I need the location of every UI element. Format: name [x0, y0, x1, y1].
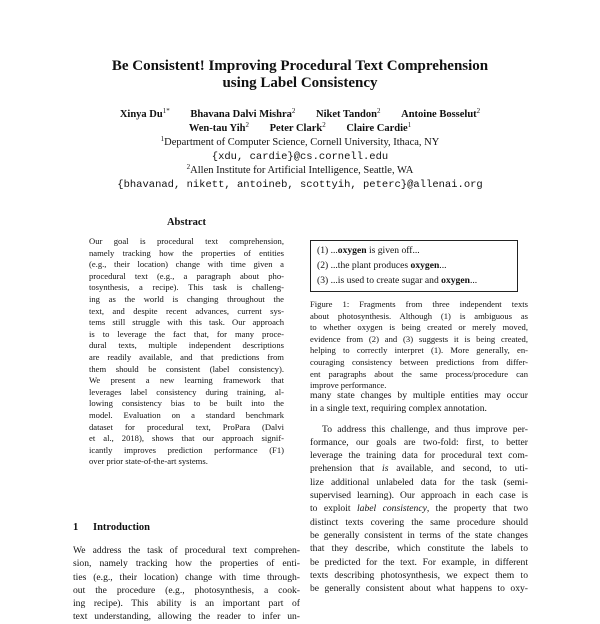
abstract-line: model. Evaluation on a standard benchmark: [89, 409, 284, 420]
body-line: lize additional unlabeled data for the task (semi-: [310, 476, 528, 488]
body-line: distinct texts covering the same procedure should: [310, 516, 528, 528]
figure-item: (3) ...is used to create sugar and oxygen...: [317, 275, 478, 286]
section-title: Introduction: [93, 522, 150, 533]
figure-1-box: [310, 240, 518, 292]
intro-line: ing recipe). This ability is an important part of: [73, 598, 300, 610]
body-line: formance, our goals are two-fold: first, to better: [310, 436, 528, 448]
abstract-line: lowing consistency bias to be built into the: [89, 398, 284, 409]
body-line: to exploit label consistency, the property that two: [310, 503, 528, 515]
abstract-line: Our goal is procedural text comprehension,: [89, 236, 284, 246]
author-block: [0, 108, 600, 192]
body-line: be generally consistent about what happens to oxy-: [310, 583, 528, 595]
caption-line: ent paragraphs about the same process/procedure can: [310, 368, 528, 379]
body-line: supervised learning). Our approach in each case is: [310, 490, 528, 502]
figure-1-caption: [310, 299, 528, 392]
author-affiliation-mark: 2: [291, 107, 296, 115]
affiliation-text: Department of Computer Science, Cornell University, Ithaca, NY: [164, 137, 440, 148]
body-line: be generally consistent in terms of the state changes: [310, 529, 528, 541]
right-column-body: [310, 389, 528, 595]
title-line-2: using Label Consistency: [222, 75, 378, 91]
body-line: that they describe, which constitute the labels to: [310, 543, 528, 555]
author-affiliation-mark: 2: [245, 121, 250, 129]
introduction-body: [73, 544, 300, 624]
body-line: in a single text, requiring complex annotation.: [310, 403, 487, 415]
abstract-line: over prior state-of-the-art systems.: [89, 456, 208, 467]
caption-line: Figure 1: Fragments from three independent texts: [310, 299, 528, 309]
body-line: be predicted for the text. For example, in different: [310, 556, 528, 568]
caption-line: improve performance.: [310, 380, 387, 391]
author-row-2: [0, 122, 600, 136]
affiliation-2: [0, 164, 600, 178]
body-line: many state changes by multiple entities may occur: [310, 390, 528, 401]
body-line: leverage the training data for procedural text com-: [310, 450, 528, 462]
abstract-line: is to leverage the fact that, for many proce-: [89, 328, 284, 339]
abstract-body: [73, 236, 300, 468]
figure-item: (2) ...the plant produces oxygen...: [317, 260, 447, 271]
email-1: {xdu, cardie}@cs.cornell.edu: [211, 151, 389, 163]
author-name: Wen-tau Yih: [188, 123, 246, 134]
abstract-line: ing as the world is changing throughout the: [89, 293, 284, 304]
abstract-line: them should be consistent (label consistency).: [89, 363, 284, 374]
caption-line: couraging consistency between predictions from differ-: [310, 356, 528, 367]
intro-line: text understanding, allowing the reader to infer un-: [73, 611, 300, 623]
abstract-line: icantly improves prediction performance (F1): [89, 444, 284, 455]
caption-line: evidence from (2) and (3) suggests it is being created,: [310, 333, 528, 344]
intro-line: ties (e.g., their location) change with time through-: [73, 571, 300, 583]
body-line: To address this challenge, and thus improve per-: [322, 423, 528, 435]
caption-line: to whether oxygen is being created or merely moved,: [310, 322, 528, 333]
section-number: 1: [73, 522, 79, 533]
intro-line: out the procedure (e.g., photosynthesis, a cook-: [73, 584, 300, 596]
affiliation-text: Allen Institute for Artificial Intelligence, Seattle, WA: [190, 165, 414, 176]
author-name: Antoine Bosselut: [401, 109, 477, 120]
author-name: Bhavana Dalvi Mishra: [190, 109, 292, 120]
author-name: Niket Tandon: [315, 109, 377, 120]
abstract-line: dataset for procedural text, ProPara (Dalvi: [89, 421, 284, 432]
title-line-1: Be Consistent! Improving Procedural Text Comprehension: [111, 58, 489, 74]
abstract-section: [73, 217, 300, 468]
email-2: {bhavanad, nikett, antoineb, scottyih, peterc}@allenai.org: [117, 179, 483, 191]
abstract-line: et al., 2018), shows that our approach signif-: [89, 433, 284, 444]
abstract-line: namely tracking how the properties of entities: [89, 247, 284, 258]
paper-title: [0, 58, 600, 92]
intro-line: sion, namely tracking how the properties of enti-: [73, 558, 300, 570]
abstract-heading: Abstract: [166, 217, 207, 228]
figure-item: (1) ...oxygen is given off...: [317, 245, 420, 256]
author-affiliation-mark: 1*: [162, 107, 170, 115]
affiliation-1: [0, 136, 600, 150]
abstract-line: dural texts, multiple independent descriptions: [89, 340, 284, 351]
abstract-line: leverages label consistency during training, al-: [89, 386, 284, 397]
introduction-heading: [73, 522, 150, 533]
author-affiliation-mark: 2: [322, 121, 326, 129]
author-name: Claire Cardie: [346, 123, 408, 134]
body-line: texts describing photosynthesis, we expect them to: [310, 569, 528, 581]
author-affiliation-mark: 2: [476, 107, 481, 115]
abstract-line: text, and despite recent advances, current sys-: [89, 305, 284, 316]
caption-line: about photosynthesis. Although (1) is ambiguous as: [310, 310, 528, 321]
abstract-line: tems still struggle with this task. Our approach: [89, 317, 284, 328]
author-name: Peter Clark: [269, 123, 323, 134]
caption-line: helping to correctly interpret (1). More generally, en-: [310, 345, 528, 356]
abstract-line: (e.g., their location) change with time given a: [89, 259, 284, 270]
affiliation-mark: 2: [186, 163, 191, 171]
abstract-line: are readily available, and that predictions from: [89, 351, 284, 362]
author-row-1: [0, 108, 600, 122]
abstract-line: tosynthesis, a recipe). This task is challeng-: [89, 282, 284, 293]
affiliation-mark: 1: [160, 135, 165, 143]
body-line: prehension that is available, and second, to uti-: [310, 463, 528, 475]
author-affiliation-mark: 2: [376, 107, 381, 115]
author-affiliation-mark: 1: [407, 121, 412, 129]
author-name: Xinya Du: [119, 109, 163, 120]
intro-line: We address the task of procedural text comprehen-: [73, 545, 300, 556]
abstract-line: procedural text (e.g., a paragraph about pho-: [89, 270, 284, 281]
abstract-line: We present a new learning framework that: [89, 375, 284, 386]
